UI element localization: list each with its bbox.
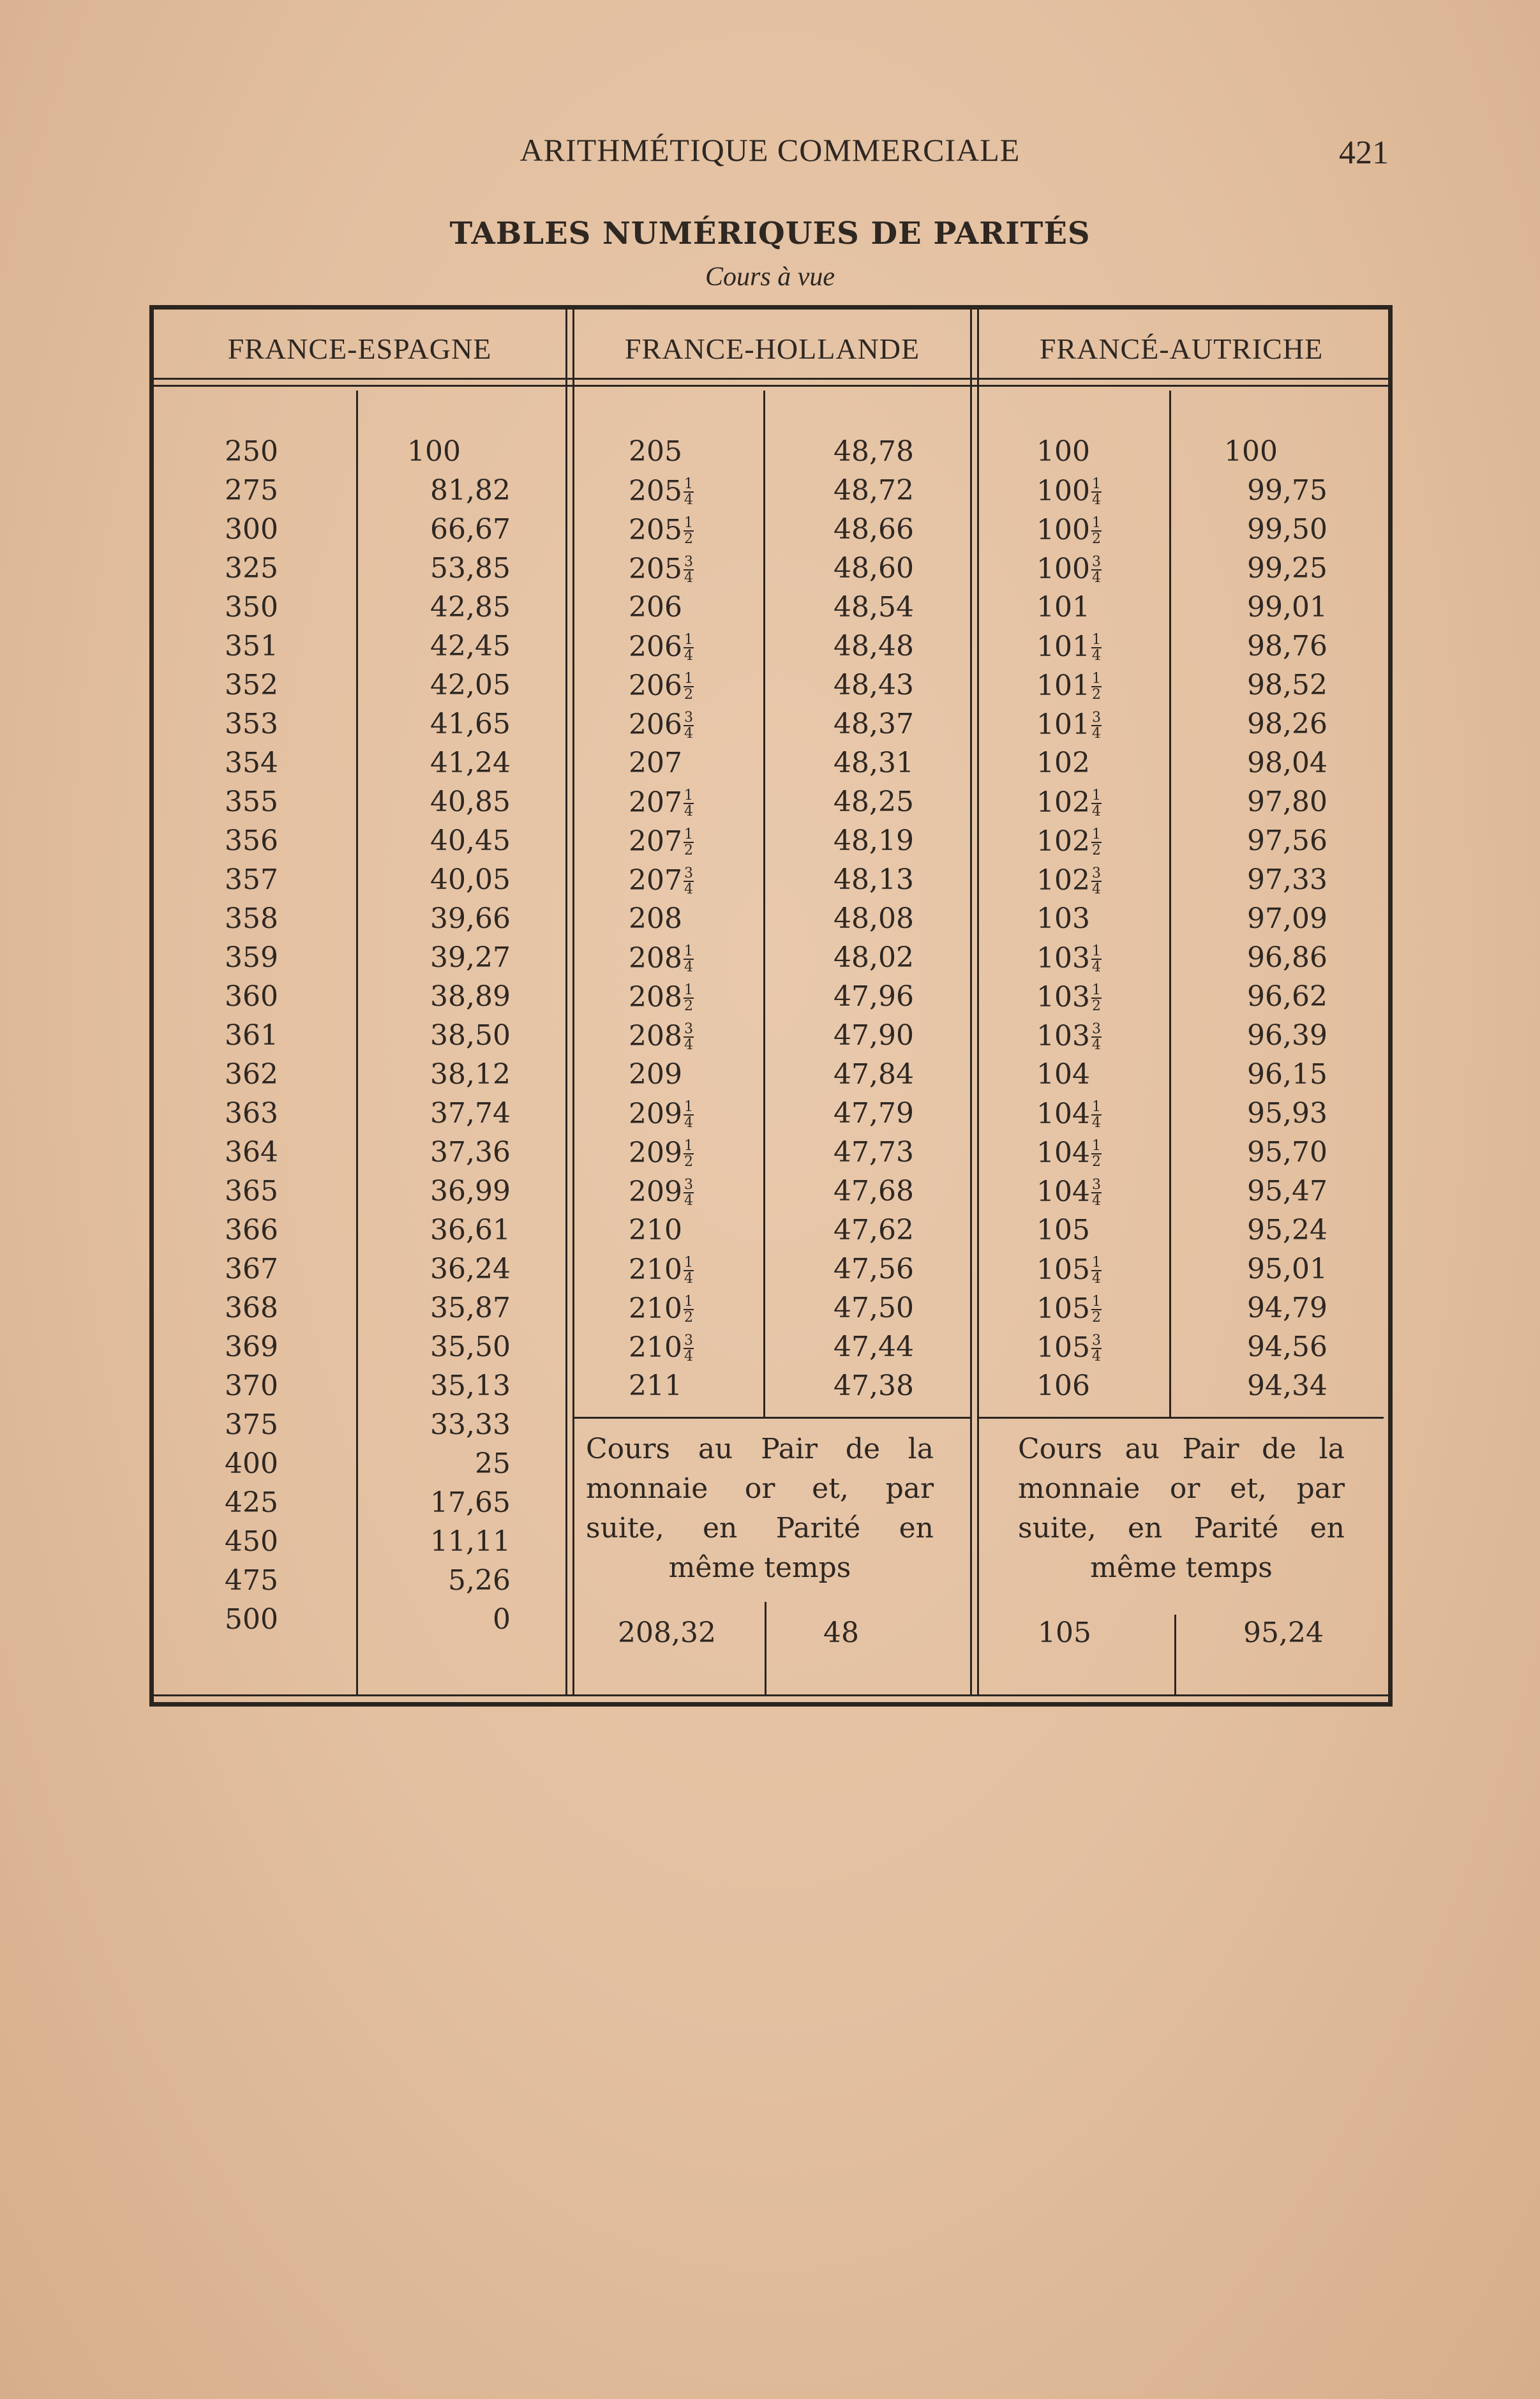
autriche-rate: 104 $\frac{1}{4}$ (1036, 1097, 1101, 1132)
hollande-rate: 210 $\frac{3}{4}$ (629, 1331, 693, 1365)
fraction: $\frac{1}{2}$ (1091, 671, 1101, 703)
autriche-parity: 97,80 (1247, 786, 1327, 818)
hollande-parity: 47,56 (834, 1253, 914, 1285)
espagne-parity: 35,50 (430, 1331, 511, 1363)
hollande-parity: 47,79 (834, 1097, 914, 1130)
fraction: $\frac{3}{4}$ (1091, 865, 1101, 898)
espagne-parity: 25 (475, 1447, 511, 1480)
espagne-rate: 366 (225, 1214, 278, 1246)
fraction: $\frac{3}{4}$ (684, 1333, 693, 1365)
fraction: $\frac{1}{4}$ (1091, 1255, 1101, 1287)
autriche-rate: 105 $\frac{1}{2}$ (1036, 1292, 1101, 1326)
espagne-parity: 5,26 (448, 1564, 511, 1597)
hollande-parity: 47,73 (834, 1136, 914, 1169)
hollande-rate: 210 $\frac{1}{2}$ (629, 1292, 693, 1326)
note-divider-autriche (1174, 1615, 1176, 1694)
espagne-parity: 66,67 (430, 513, 511, 546)
hollande-parity: 48,08 (834, 902, 914, 935)
fraction: $\frac{1}{2}$ (1091, 1294, 1101, 1326)
hollande-parity: 47,44 (834, 1331, 914, 1363)
espagne-parity: 81,82 (430, 474, 511, 507)
autriche-rate: 100 $\frac{1}{4}$ (1036, 474, 1101, 509)
fraction: $\frac{1}{2}$ (684, 515, 693, 548)
hollande-rate: 207 (629, 747, 682, 779)
hollande-parity: 48,43 (834, 669, 914, 701)
fraction: $\frac{3}{4}$ (1091, 554, 1101, 587)
autriche-parity: 95,70 (1247, 1136, 1327, 1169)
note-autriche-value-1: 105 (1038, 1617, 1091, 1649)
autriche-rate: 105 $\frac{3}{4}$ (1036, 1331, 1101, 1365)
autriche-parity: 95,47 (1247, 1175, 1327, 1207)
fraction: $\frac{1}{4}$ (684, 632, 693, 664)
autriche-parity: 95,93 (1247, 1097, 1327, 1130)
espagne-parity: 36,24 (430, 1253, 511, 1285)
autriche-rate: 101 $\frac{1}{2}$ (1036, 669, 1101, 703)
autriche-parity: 95,24 (1247, 1214, 1327, 1246)
hollande-rate: 208 (629, 902, 682, 935)
espagne-parity: 11,11 (430, 1525, 511, 1558)
fraction: $\frac{1}{2}$ (1091, 982, 1101, 1015)
fraction: $\frac{3}{4}$ (684, 710, 693, 742)
fraction: $\frac{1}{2}$ (684, 1294, 693, 1326)
espagne-parity: 42,05 (430, 669, 511, 701)
espagne-rate: 375 (225, 1409, 278, 1441)
note-autriche-value-2: 95,24 (1243, 1617, 1324, 1649)
autriche-parity: 95,01 (1247, 1253, 1327, 1285)
espagne-parity: 40,85 (430, 786, 511, 818)
hollande-parity: 47,38 (834, 1370, 914, 1402)
espagne-parity: 38,89 (430, 980, 511, 1013)
espagne-parity: 36,61 (430, 1214, 511, 1246)
espagne-parity: 37,36 (430, 1136, 511, 1169)
autriche-rate: 104 $\frac{3}{4}$ (1036, 1175, 1101, 1209)
espagne-rate: 356 (225, 825, 278, 857)
autriche-rate: 105 $\frac{1}{4}$ (1036, 1253, 1101, 1287)
autriche-rate: 105 (1036, 1214, 1090, 1246)
hollande-parity: 47,96 (834, 980, 914, 1013)
autriche-parity: 97,09 (1247, 902, 1327, 935)
fraction: $\frac{1}{2}$ (1091, 826, 1101, 859)
hollande-rate: 205 $\frac{1}{4}$ (629, 474, 693, 509)
hollande-parity: 47,50 (834, 1292, 914, 1324)
espagne-rate: 300 (225, 513, 278, 546)
autriche-parity: 97,56 (1247, 825, 1327, 857)
hollande-parity: 48,60 (834, 552, 914, 585)
hollande-rate: 207 $\frac{1}{4}$ (629, 786, 693, 820)
espagne-rate: 400 (225, 1447, 278, 1480)
hollande-rate: 206 $\frac{3}{4}$ (629, 708, 693, 742)
hollande-rate: 209 (629, 1058, 682, 1091)
fraction: $\frac{1}{4}$ (1091, 1099, 1101, 1132)
espagne-parity: 39,66 (430, 902, 511, 935)
espagne-rate: 361 (225, 1019, 278, 1052)
note-autriche-line: Cours au Pair de la (1018, 1433, 1345, 1465)
autriche-rate: 102 (1036, 747, 1090, 779)
fraction: $\frac{3}{4}$ (1091, 710, 1101, 742)
autriche-parity: 96,39 (1247, 1019, 1327, 1052)
header-rule-bottom (154, 385, 1388, 387)
hollande-parity: 48,54 (834, 591, 914, 624)
espagne-rate: 369 (225, 1331, 278, 1363)
espagne-rate: 354 (225, 747, 278, 779)
fraction: $\frac{1}{2}$ (684, 982, 693, 1015)
autriche-rate: 101 $\frac{3}{4}$ (1036, 708, 1101, 742)
header-france-espagne: FRANCE-ESPAGNE (227, 333, 492, 365)
note-hollande (586, 1430, 934, 1588)
espagne-parity: 33,33 (430, 1409, 511, 1441)
autriche-rate: 104 (1036, 1058, 1090, 1091)
espagne-parity: 42,45 (430, 630, 511, 662)
hollande-parity: 48,37 (834, 708, 914, 740)
espagne-rate: 359 (225, 941, 278, 974)
autriche-rate: 101 (1036, 591, 1090, 624)
header-france-autriche: FRANCÉ-AUTRICHE (1039, 333, 1324, 365)
autriche-parity: 100 (1224, 435, 1278, 468)
autriche-parity: 99,50 (1247, 513, 1327, 546)
hollande-parity: 47,90 (834, 1019, 914, 1052)
note-rule-hollande (574, 1417, 970, 1419)
espagne-rate: 360 (225, 980, 278, 1013)
autriche-rate: 100 $\frac{3}{4}$ (1036, 552, 1101, 587)
fraction: $\frac{3}{4}$ (684, 554, 693, 587)
autriche-rate: 103 (1036, 902, 1090, 935)
fraction: $\frac{1}{4}$ (1091, 788, 1101, 820)
espagne-rate: 368 (225, 1292, 278, 1324)
espagne-rate: 351 (225, 630, 278, 662)
espagne-parity: 38,12 (430, 1058, 511, 1091)
hollande-rate: 209 $\frac{1}{4}$ (629, 1097, 693, 1132)
fraction: $\frac{1}{4}$ (684, 788, 693, 820)
espagne-parity: 40,45 (430, 825, 511, 857)
fraction: $\frac{1}{2}$ (684, 826, 693, 859)
note-rule-autriche (979, 1417, 1384, 1419)
note-hollande-value-2: 48 (823, 1617, 859, 1649)
autriche-rate: 102 $\frac{3}{4}$ (1036, 863, 1101, 898)
espagne-rate: 362 (225, 1058, 278, 1091)
hollande-parity: 48,31 (834, 747, 914, 779)
autriche-rate: 103 $\frac{3}{4}$ (1036, 1019, 1101, 1054)
autriche-parity: 97,33 (1247, 863, 1327, 896)
note-hollande-line: monnaie or et, par (586, 1472, 934, 1505)
espagne-rate: 364 (225, 1136, 278, 1169)
fraction: $\frac{3}{4}$ (1091, 1333, 1101, 1365)
fraction: $\frac{1}{4}$ (684, 1255, 693, 1287)
hollande-rate: 205 $\frac{1}{2}$ (629, 513, 693, 548)
fraction: $\frac{3}{4}$ (684, 865, 693, 898)
espagne-rate: 363 (225, 1097, 278, 1130)
note-autriche-line: même temps (1090, 1551, 1273, 1584)
note-autriche-line: suite, en Parité en (1018, 1512, 1345, 1544)
fraction: $\frac{1}{2}$ (684, 671, 693, 703)
hollande-rate: 210 (629, 1214, 682, 1246)
hollande-parity: 48,78 (834, 435, 914, 468)
autriche-parity: 96,15 (1247, 1058, 1327, 1091)
espagne-parity: 40,05 (430, 863, 511, 896)
espagne-rate: 275 (225, 474, 278, 507)
hollande-rate: 208 $\frac{1}{4}$ (629, 941, 693, 976)
hollande-parity: 48,72 (834, 474, 914, 507)
fraction: $\frac{1}{4}$ (1091, 943, 1101, 976)
espagne-parity: 37,74 (430, 1097, 511, 1130)
hollande-parity: 48,13 (834, 863, 914, 896)
espagne-rate: 450 (225, 1525, 278, 1558)
espagne-parity: 17,65 (430, 1486, 511, 1519)
hollande-rate: 209 $\frac{3}{4}$ (629, 1175, 693, 1209)
fraction: $\frac{1}{4}$ (1091, 476, 1101, 509)
hollande-parity: 47,68 (834, 1175, 914, 1207)
fraction: $\frac{3}{4}$ (684, 1021, 693, 1054)
espagne-parity: 0 (493, 1603, 511, 1636)
fraction: $\frac{1}{4}$ (684, 1099, 693, 1132)
autriche-parity: 94,56 (1247, 1331, 1327, 1363)
hollande-parity: 47,84 (834, 1058, 914, 1091)
espagne-rate: 357 (225, 863, 278, 896)
espagne-parity: 100 (407, 435, 461, 468)
header-france-hollande: FRANCE-HOLLANDE (624, 333, 920, 365)
autriche-parity: 98,26 (1247, 708, 1327, 740)
espagne-parity: 41,24 (430, 747, 511, 779)
page-number: 421 (1339, 135, 1389, 171)
hollande-parity: 48,66 (834, 513, 914, 546)
autriche-rate: 103 $\frac{1}{4}$ (1036, 941, 1101, 976)
divider-hollande-autriche-b (977, 310, 979, 1694)
espagne-parity: 35,13 (430, 1370, 511, 1402)
autriche-rate: 100 $\frac{1}{2}$ (1036, 513, 1101, 548)
espagne-parity: 41,65 (430, 708, 511, 740)
note-hollande-line: suite, en Parité en (586, 1512, 934, 1544)
table-subtitle: Cours à vue (705, 262, 835, 292)
espagne-rate: 250 (225, 435, 278, 468)
hollande-rate: 208 $\frac{1}{2}$ (629, 980, 693, 1015)
autriche-parity: 98,52 (1247, 669, 1327, 701)
header-rule-top (154, 378, 1388, 380)
espagne-rate: 352 (225, 669, 278, 701)
hollande-rate: 206 $\frac{1}{2}$ (629, 669, 693, 703)
hollande-parity: 48,25 (834, 786, 914, 818)
espagne-parity: 35,87 (430, 1292, 511, 1324)
hollande-rate: 206 (629, 591, 682, 624)
espagne-parity: 39,27 (430, 941, 511, 974)
divider-hollande-inner (763, 391, 765, 1417)
hollande-rate: 205 $\frac{3}{4}$ (629, 552, 693, 587)
fraction: $\frac{1}{2}$ (1091, 515, 1101, 548)
hollande-parity: 48,19 (834, 825, 914, 857)
espagne-parity: 36,99 (430, 1175, 511, 1207)
autriche-parity: 99,75 (1247, 474, 1327, 507)
espagne-rate: 500 (225, 1603, 278, 1636)
running-head: ARITHMÉTIQUE COMMERCIALE (520, 132, 1020, 168)
note-hollande-line: même temps (668, 1551, 851, 1584)
espagne-rate: 365 (225, 1175, 278, 1207)
autriche-rate: 103 $\frac{1}{2}$ (1036, 980, 1101, 1015)
fraction: $\frac{1}{2}$ (684, 1138, 693, 1170)
note-hollande-value-1: 208,32 (618, 1617, 716, 1649)
espagne-rate: 350 (225, 591, 278, 624)
note-hollande-line: Cours au Pair de la (586, 1433, 934, 1465)
autriche-parity: 98,04 (1247, 747, 1327, 779)
fraction: $\frac{3}{4}$ (1091, 1177, 1101, 1209)
table-title: TABLES NUMÉRIQUES DE PARITÉS (449, 216, 1091, 251)
hollande-parity: 47,62 (834, 1214, 914, 1246)
hollande-rate: 208 $\frac{3}{4}$ (629, 1019, 693, 1054)
autriche-parity: 96,86 (1247, 941, 1327, 974)
fraction: $\frac{1}{2}$ (1091, 1138, 1101, 1170)
fraction: $\frac{1}{4}$ (684, 476, 693, 509)
hollande-rate: 209 $\frac{1}{2}$ (629, 1136, 693, 1170)
espagne-rate: 367 (225, 1253, 278, 1285)
autriche-rate: 102 $\frac{1}{4}$ (1036, 786, 1101, 820)
autriche-rate: 102 $\frac{1}{2}$ (1036, 825, 1101, 859)
divider-espagne-hollande-a (565, 310, 567, 1694)
autriche-rate: 106 (1036, 1370, 1090, 1402)
espagne-rate: 475 (225, 1564, 278, 1597)
espagne-rate: 425 (225, 1486, 278, 1519)
hollande-rate: 207 $\frac{1}{2}$ (629, 825, 693, 859)
espagne-parity: 53,85 (430, 552, 511, 585)
hollande-rate: 211 (629, 1370, 682, 1402)
frame-inner-bottom (154, 1694, 1388, 1696)
espagne-rate: 370 (225, 1370, 278, 1402)
note-autriche (1018, 1430, 1345, 1588)
espagne-rate: 355 (225, 786, 278, 818)
fraction: $\frac{3}{4}$ (1091, 1021, 1101, 1054)
hollande-rate: 205 (629, 435, 682, 468)
divider-autriche-inner (1169, 391, 1171, 1417)
fraction: $\frac{1}{4}$ (1091, 632, 1101, 664)
espagne-parity: 38,50 (430, 1019, 511, 1052)
autriche-parity: 98,76 (1247, 630, 1327, 662)
autriche-parity: 99,25 (1247, 552, 1327, 585)
espagne-rate: 353 (225, 708, 278, 740)
note-autriche-line: monnaie or et, par (1018, 1472, 1345, 1505)
fraction: $\frac{3}{4}$ (684, 1177, 693, 1209)
hollande-rate: 210 $\frac{1}{4}$ (629, 1253, 693, 1287)
autriche-parity: 94,79 (1247, 1292, 1327, 1324)
hollande-parity: 48,02 (834, 941, 914, 974)
espagne-rate: 325 (225, 552, 278, 585)
autriche-rate: 101 $\frac{1}{4}$ (1036, 630, 1101, 664)
autriche-rate: 100 (1036, 435, 1090, 468)
autriche-parity: 96,62 (1247, 980, 1327, 1013)
autriche-parity: 99,01 (1247, 591, 1327, 624)
espagne-rate: 358 (225, 902, 278, 935)
autriche-parity: 94,34 (1247, 1370, 1327, 1402)
hollande-rate: 207 $\frac{3}{4}$ (629, 863, 693, 898)
espagne-parity: 42,85 (430, 591, 511, 624)
hollande-rate: 206 $\frac{1}{4}$ (629, 630, 693, 664)
autriche-rate: 104 $\frac{1}{2}$ (1036, 1136, 1101, 1170)
divider-hollande-autriche-a (970, 310, 972, 1694)
fraction: $\frac{1}{4}$ (684, 943, 693, 976)
hollande-parity: 48,48 (834, 630, 914, 662)
note-divider-hollande (765, 1602, 766, 1694)
divider-espagne-hollande-b (572, 310, 574, 1694)
